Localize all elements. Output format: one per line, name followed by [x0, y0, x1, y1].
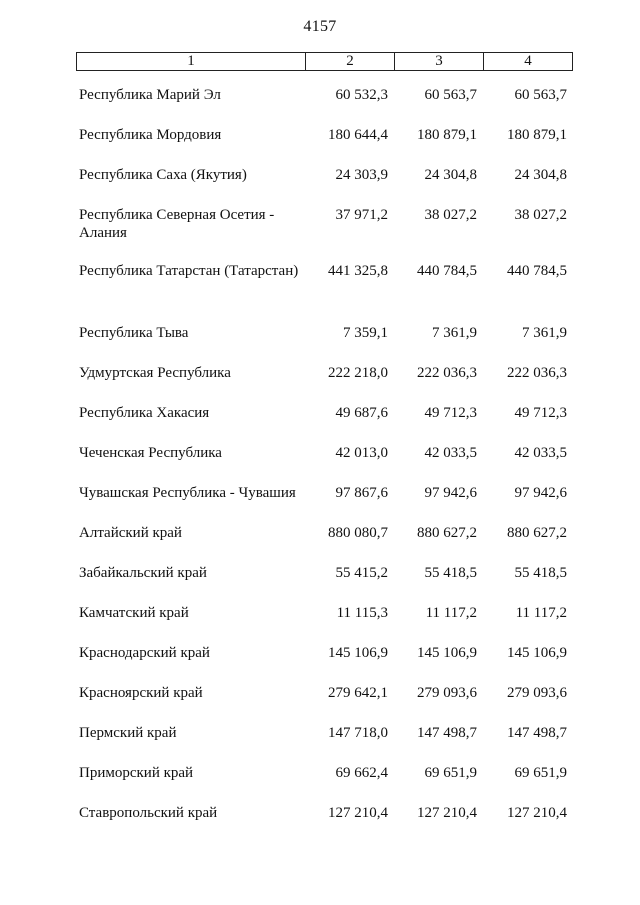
value-col2: 127 210,4: [328, 805, 388, 821]
value-col2: 42 013,0: [335, 445, 388, 461]
table-row: [76, 724, 573, 764]
value-col3: 97 942,6: [424, 485, 477, 501]
value-col4: 60 563,7: [514, 87, 567, 103]
table-row: [76, 166, 573, 206]
value-col3: 880 627,2: [417, 525, 477, 541]
region-name: Краснодарский край: [79, 645, 210, 661]
value-col2: 880 080,7: [328, 525, 388, 541]
region-name: Республика Мордовия: [79, 127, 222, 143]
table-row: [76, 262, 573, 324]
table-row: [76, 604, 573, 644]
data-table-body: [76, 86, 573, 844]
column-header-2: 2: [306, 53, 395, 70]
value-col2: 222 218,0: [328, 365, 388, 381]
value-col4: 49 712,3: [514, 405, 567, 421]
value-col2: 11 115,3: [336, 605, 388, 621]
value-col3: 180 879,1: [417, 127, 477, 143]
table-row: [76, 524, 573, 564]
region-name: Республика Северная Осетия - Алания: [79, 207, 275, 241]
value-col4: 440 784,5: [507, 263, 567, 279]
table-row: [76, 764, 573, 804]
value-col4: 147 498,7: [507, 725, 567, 741]
value-col3: 222 036,3: [417, 365, 477, 381]
value-col3: 147 498,7: [417, 725, 477, 741]
value-col3: 7 361,9: [432, 325, 477, 341]
table-row: [76, 324, 573, 364]
value-col2: 37 971,2: [335, 207, 388, 223]
region-name: Пермский край: [79, 725, 177, 741]
value-col2: 180 644,4: [328, 127, 388, 143]
region-name: Ставропольский край: [79, 805, 218, 821]
region-name: Удмуртская Республика: [79, 365, 231, 381]
value-col3: 49 712,3: [424, 405, 477, 421]
value-col4: 279 093,6: [507, 685, 567, 701]
table-row: [76, 206, 573, 262]
value-col2: 49 687,6: [335, 405, 388, 421]
value-col2: 55 415,2: [335, 565, 388, 581]
value-col3: 127 210,4: [417, 805, 477, 821]
value-col4: 180 879,1: [507, 127, 567, 143]
region-name: Чувашская Республика - Чувашия: [79, 485, 296, 501]
page-number: 4157: [303, 18, 337, 35]
value-col3: 60 563,7: [424, 87, 477, 103]
column-header-3: 3: [395, 53, 484, 70]
column-header-row: [76, 52, 573, 71]
table-row: [76, 484, 573, 524]
value-col3: 279 093,6: [417, 685, 477, 701]
value-col4: 38 027,2: [514, 207, 567, 223]
region-name: Чеченская Республика: [79, 445, 222, 461]
value-col3: 24 304,8: [424, 167, 477, 183]
table-row: [76, 684, 573, 724]
table-row: [76, 364, 573, 404]
value-col4: 222 036,3: [507, 365, 567, 381]
region-name: Приморский край: [79, 765, 194, 781]
table-row: [76, 644, 573, 684]
table-row: [76, 86, 573, 126]
table-row: [76, 444, 573, 484]
value-col4: 11 117,2: [515, 605, 567, 621]
region-name: Республика Хакасия: [79, 405, 210, 421]
value-col2: 441 325,8: [328, 263, 388, 279]
value-col2: 24 303,9: [335, 167, 388, 183]
table-row: [76, 564, 573, 604]
value-col3: 42 033,5: [424, 445, 477, 461]
region-name: Республика Саха (Якутия): [79, 167, 247, 183]
value-col4: 127 210,4: [507, 805, 567, 821]
value-col4: 7 361,9: [522, 325, 567, 341]
value-col3: 440 784,5: [417, 263, 477, 279]
value-col4: 145 106,9: [507, 645, 567, 661]
value-col4: 55 418,5: [514, 565, 567, 581]
region-name: Алтайский край: [79, 525, 182, 541]
region-name: Республика Тыва: [79, 325, 189, 341]
value-col3: 55 418,5: [424, 565, 477, 581]
region-name: Камчатский край: [79, 605, 189, 621]
value-col3: 145 106,9: [417, 645, 477, 661]
value-col2: 145 106,9: [328, 645, 388, 661]
value-col4: 69 651,9: [514, 765, 567, 781]
value-col2: 69 662,4: [335, 765, 388, 781]
column-header-4: 4: [524, 53, 532, 69]
region-name: Республика Марий Эл: [79, 87, 221, 103]
value-col2: 147 718,0: [328, 725, 388, 741]
table-row: [76, 404, 573, 444]
table-row: [76, 804, 573, 844]
column-header-1: 1: [77, 53, 306, 70]
value-col3: 38 027,2: [424, 207, 477, 223]
value-col2: 279 642,1: [328, 685, 388, 701]
table-row: [76, 126, 573, 166]
value-col4: 97 942,6: [514, 485, 567, 501]
value-col2: 97 867,6: [335, 485, 388, 501]
region-name: Красноярский край: [79, 685, 203, 701]
value-col2: 60 532,3: [335, 87, 388, 103]
value-col4: 880 627,2: [507, 525, 567, 541]
value-col2: 7 359,1: [343, 325, 388, 341]
region-name: Республика Татарстан (Татарстан): [79, 263, 299, 279]
value-col3: 11 117,2: [425, 605, 477, 621]
region-name: Забайкальский край: [79, 565, 207, 581]
value-col3: 69 651,9: [424, 765, 477, 781]
value-col4: 42 033,5: [514, 445, 567, 461]
value-col4: 24 304,8: [514, 167, 567, 183]
